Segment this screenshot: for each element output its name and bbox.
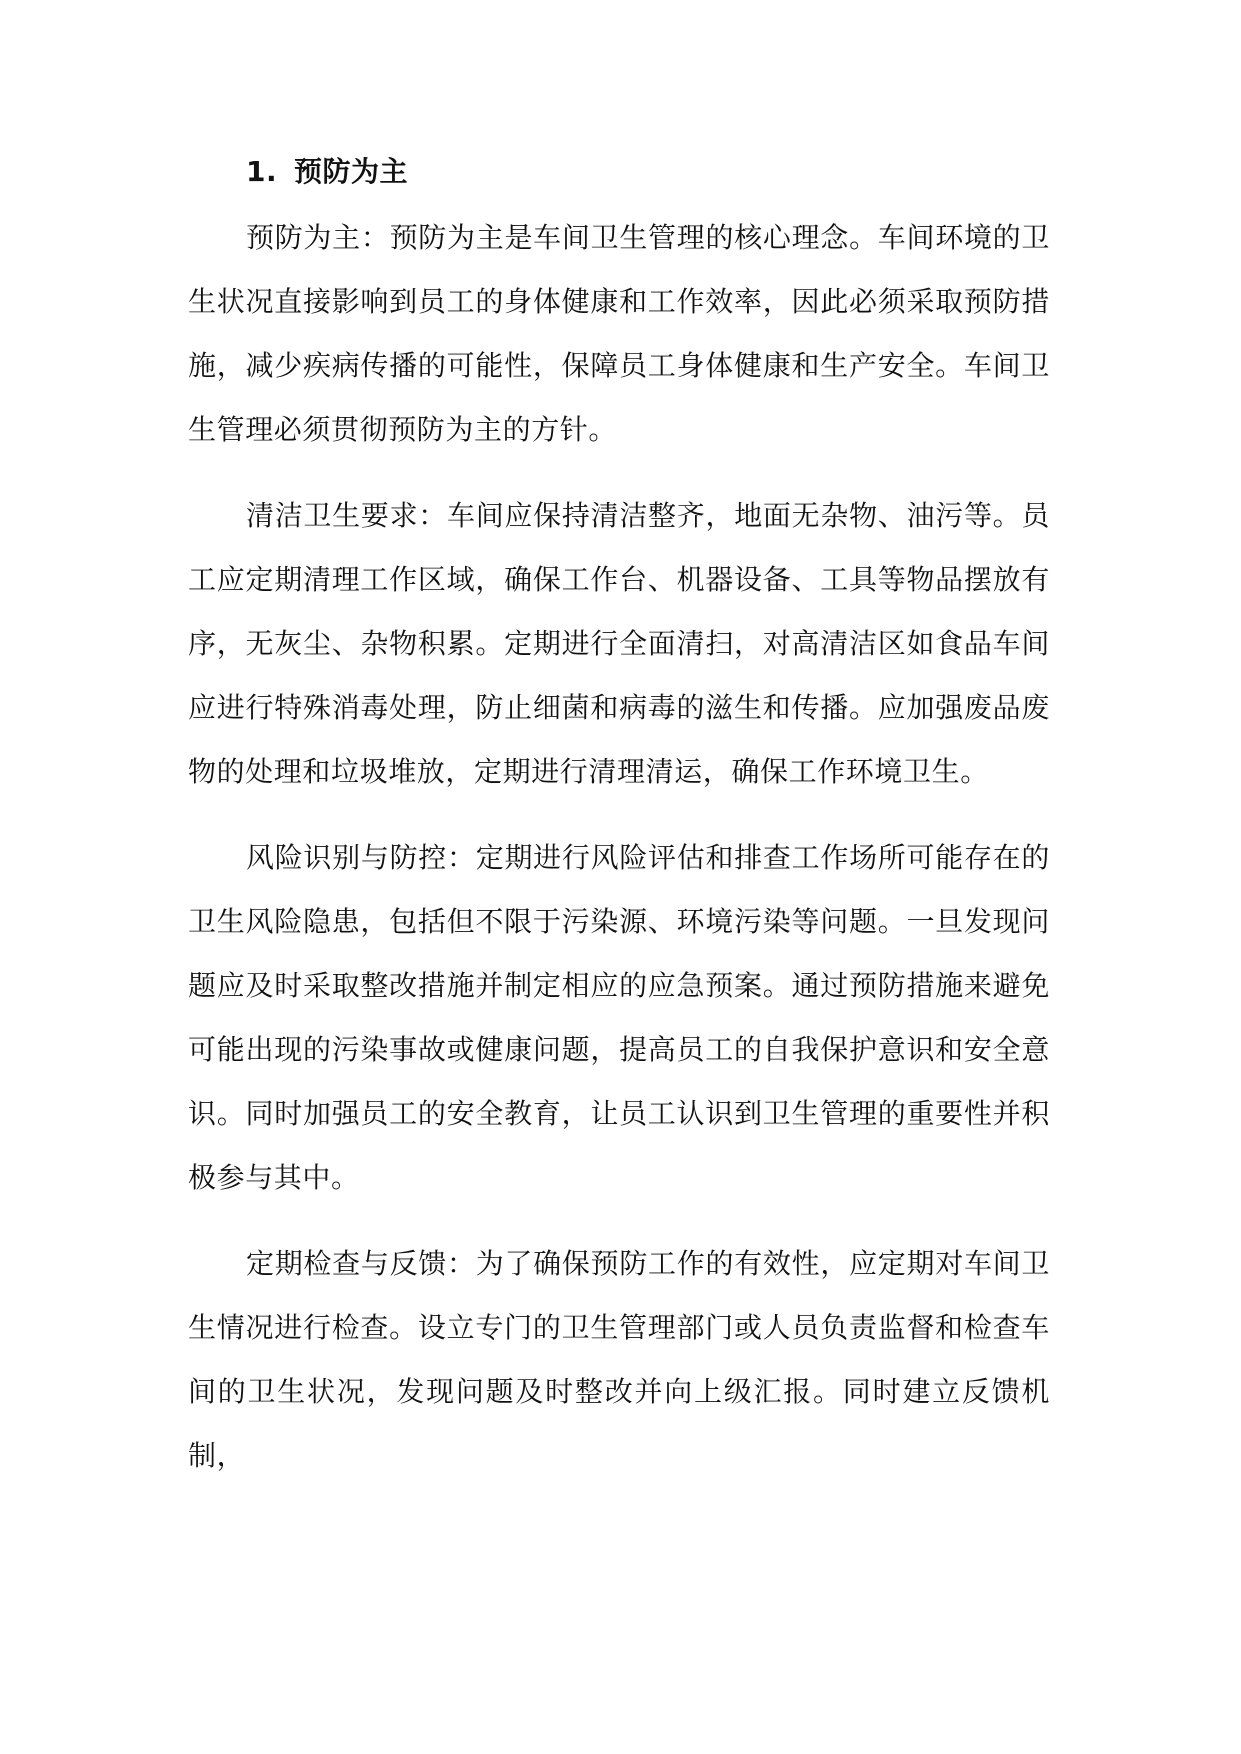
section-heading — [188, 140, 1050, 204]
paragraph-cleaning-requirements: 清洁卫生要求：车间应保持清洁整齐，地面无杂物、油污等。员工应定期清理工作区域，确保工作台、机器设备、工具等物品摆放有序，无灰尘、杂物积累。定期进行全面清扫，对高清洁区如食品车间应进行特殊消毒处理，防止细菌和病毒的滋生和传播。应加强废品废物的处理和垃圾堆放，定期进行清理清运，确保工作环境卫生。 — [188, 499, 1050, 788]
section-title: 预防为主 — [294, 155, 409, 188]
paragraph-prevention: 预防为主：预防为主是车间卫生管理的核心理念。车间环境的卫生状况直接影响到员工的身体健康和工作效率，因此必须采取预防措施，减少疾病传播的可能性，保障员工身体健康和生产安全。车间卫生管理必须贯彻预防为主的方针。 — [188, 221, 1050, 446]
document-body — [188, 140, 1050, 1510]
section-number: 1. — [246, 155, 278, 188]
paragraph-risk-control: 风险识别与防控：定期进行风险评估和排查工作场所可能存在的卫生风险隐患，包括但不限于污染源、环境污染等问题。一旦发现问题应及时采取整改措施并制定相应的应急预案。通过预防措施来避免可能出现的污染事故或健康问题，提高员工的自我保护意识和安全意识。同时加强员工的安全教育，让员工认识到卫生管理的重要性并积极参与其中。 — [188, 841, 1050, 1194]
paragraph-inspection-feedback: 定期检查与反馈：为了确保预防工作的有效性，应定期对车间卫生情况进行检查。设立专门的卫生管理部门或人员负责监督和检查车间的卫生状况，发现问题及时整改并向上级汇报。同时建立反馈机制， — [188, 1247, 1050, 1472]
